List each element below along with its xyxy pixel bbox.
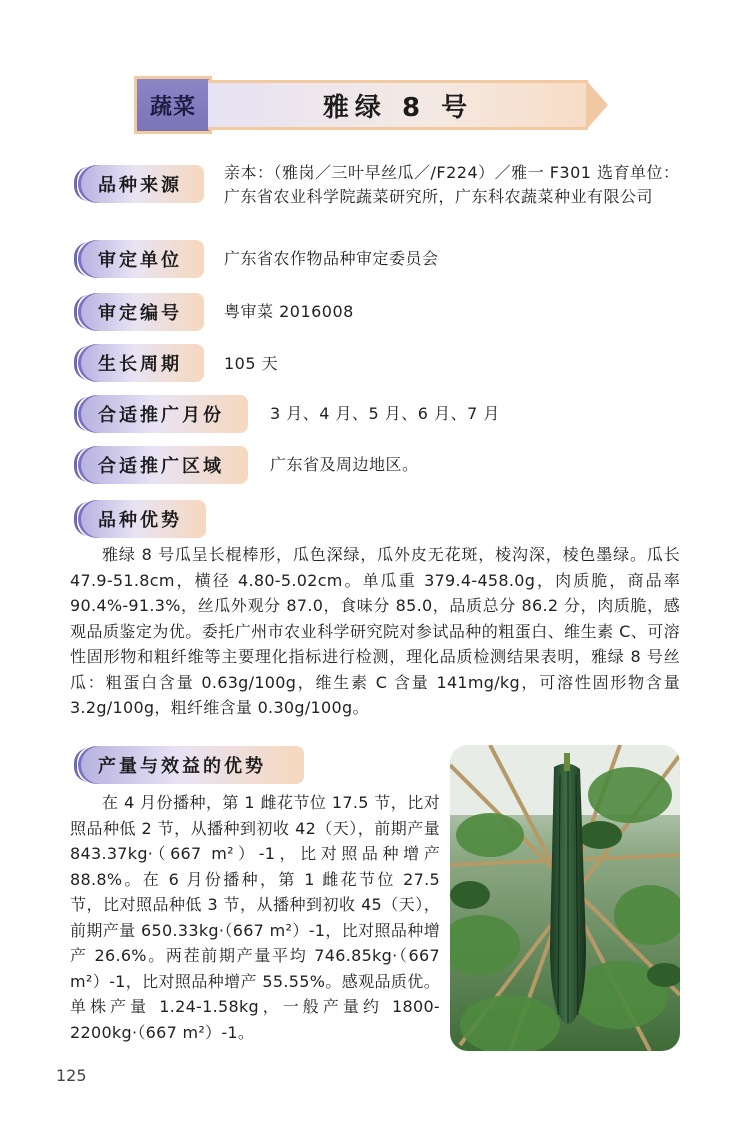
months-label: 合适推广月份 bbox=[78, 395, 248, 433]
yield-label: 产量与效益的优势 bbox=[78, 746, 304, 784]
source-label: 品种来源 bbox=[78, 165, 204, 203]
advantages-label: 品种优势 bbox=[78, 500, 206, 538]
unit-value: 广东省农作物品种审定委员会 bbox=[224, 249, 439, 268]
variety-title: 雅绿 8 号 bbox=[208, 80, 588, 130]
cycle-value: 105 天 bbox=[224, 354, 279, 373]
region-label: 合适推广区域 bbox=[78, 446, 248, 484]
cycle-label: 生长周期 bbox=[78, 344, 204, 382]
yield-text: 在 4 月份播种，第 1 雌花节位 17.5 节，比对照品种低 2 节，从播种到初收 42（天），前期产量 843.37kg·（667 m²）-1，比对照品种增产 88.8%。在 6 月份播种，第 1 雌花节位 27.5 节，比对照品种低 3 节，从播种到初收 45（天），前期产量 650.33kg·（667 m²）-1，比对照品种增产 26.6%。两茬前期产量平均 746.85kg·（667 m²）-1，比对照品种增产 55.55%。感观品质优。单株产量 1.24-1.58kg，一般产量约 1800-2200kg·（667 m²）-1。 bbox=[70, 793, 440, 1042]
source-value: 亲本：（雅岗／三叶早丝瓜／/F224）／雅一 F301 选育单位：广东省农业科学院蔬菜研究所，广东科农蔬菜种业有限公司 bbox=[224, 163, 680, 206]
advantages-text: 雅绿 8 号瓜呈长棍棒形，瓜色深绿，瓜外皮无花斑，棱沟深，棱色墨绿。瓜长 47.9-51.8cm，横径 4.80-5.02cm。单瓜重 379.4-458.0g，肉质脆，商品率 90.4%-91.3%，丝瓜外观分 87.0，食味分 85.0，品质总分 86.2 分，肉质脆，感观品质鉴定为优。委托广州市农业科学研究院对参试品种的粗蛋白、维生素 C、可溶性固形物和粗纤维等主要理化指标进行检测，理化品质检测结果表明，雅绿 8 号丝瓜：粗蛋白含量 0.63g/100g，维生素 C 含量 141mg/kg，可溶性固形物含量 3.2g/100g，粗纤维含量 0.30g/100g。 bbox=[70, 545, 680, 717]
code-value: 粤审菜 2016008 bbox=[224, 302, 354, 321]
banner-arrow bbox=[586, 80, 608, 130]
page-number: 125 bbox=[56, 1066, 87, 1085]
code-label: 审定编号 bbox=[78, 293, 204, 331]
unit-label: 审定单位 bbox=[78, 240, 204, 278]
category-label: 蔬菜 bbox=[134, 76, 212, 134]
months-value: 3 月、4 月、5 月、6 月、7 月 bbox=[270, 404, 500, 423]
region-value: 广东省及周边地区。 bbox=[270, 455, 419, 474]
luffa-photo bbox=[450, 745, 680, 1051]
header-banner bbox=[134, 76, 604, 134]
